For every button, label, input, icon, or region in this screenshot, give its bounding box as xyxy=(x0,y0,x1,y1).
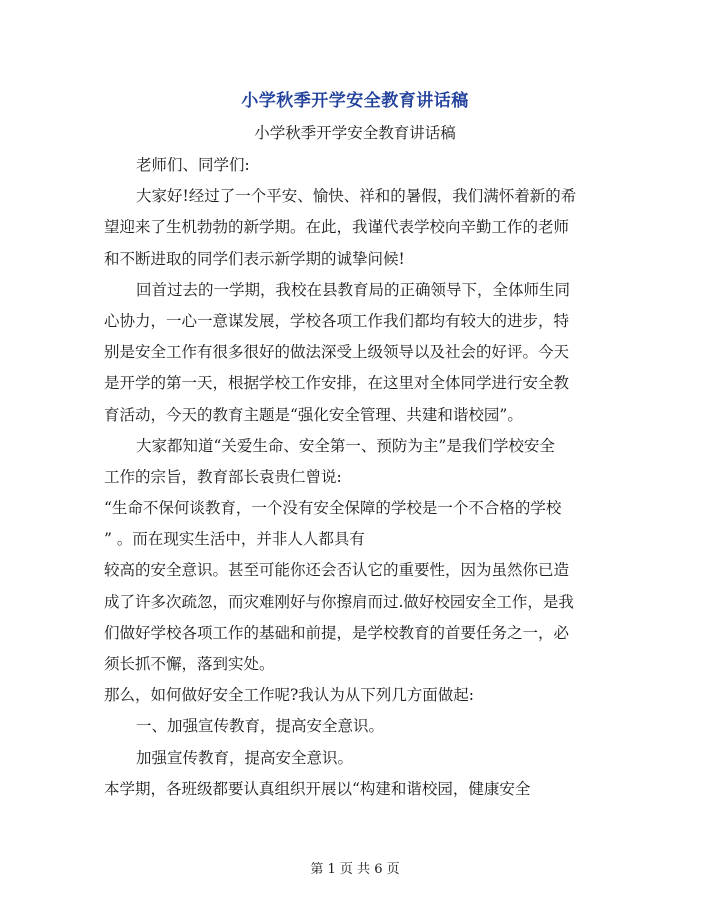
body-text-line: 大家好!经过了一个平安、愉快、祥和的暑假，我们满怀着新的希 xyxy=(136,187,577,206)
body-text-line: 心协力，一心一意谋发展，学校各项工作我们都均有较大的进步，特 xyxy=(104,311,570,330)
body-text-line: ” 。而在现实生活中，并非人人都具有 xyxy=(104,530,365,549)
document-title: 小学秋季开学安全教育讲话稿 xyxy=(241,91,469,111)
body-text-line: 那么，如何做好安全工作呢?我认为从下列几方面做起: xyxy=(104,686,475,705)
body-text-line: 工作的宗旨，教育部长袁贵仁曾说: xyxy=(104,467,342,486)
page-number-footer: 第 1 页 共 6 页 xyxy=(310,862,400,877)
body-text-line: 须长抓不懈，落到实处。 xyxy=(104,655,275,673)
document-body xyxy=(104,150,604,805)
body-text-line: 望迎来了生机勃勃的新学期。在此，我谨代表学校向辛勤工作的老师 xyxy=(104,218,570,237)
body-text-line: 本学期，各班级都要认真组织开展以“构建和谐校园，健康安全 xyxy=(104,779,531,798)
document-subtitle: 小学秋季开学安全教育讲话稿 xyxy=(254,124,456,142)
body-text-line: 大家都知道“关爱生命、安全第一、预防为主”是我们学校安全 xyxy=(136,436,555,455)
body-text-line: 老师们、同学们: xyxy=(136,156,250,174)
body-text-line: 成了许多次疏忽，而灾难刚好与你擦肩而过.做好校园安全工作，是我 xyxy=(104,592,574,611)
body-text-line: “生命不保何谈教育，一个没有安全保障的学校是一个不合格的学校 xyxy=(104,499,562,518)
body-text-line: 回首过去的一学期，我校在县教育局的正确领导下，全体师生同 xyxy=(136,280,571,299)
body-text-line: 们做好学校各项工作的基础和前提，是学校教育的首要任务之一，必 xyxy=(104,623,570,642)
body-text-line: 和不断进取的同学们表示新学期的诚挚问候! xyxy=(104,249,405,268)
body-text-line: 一、加强宣传教育，提高安全意识。 xyxy=(136,717,385,736)
body-text-line: 较高的安全意识。甚至可能你还会否认它的重要性，因为虽然你已造 xyxy=(104,561,570,580)
body-text-line: 育活动，今天的教育主题是“强化安全管理、共建和谐校园”。 xyxy=(104,405,523,424)
body-text-line: 加强宣传教育，提高安全意识。 xyxy=(136,748,354,767)
body-text-line: 别是安全工作有很多很好的做法深受上级领导以及社会的好评。今天 xyxy=(104,343,570,362)
body-text-line: 是开学的第一天，根据学校工作安排，在这里对全体同学进行安全教 xyxy=(104,374,570,393)
